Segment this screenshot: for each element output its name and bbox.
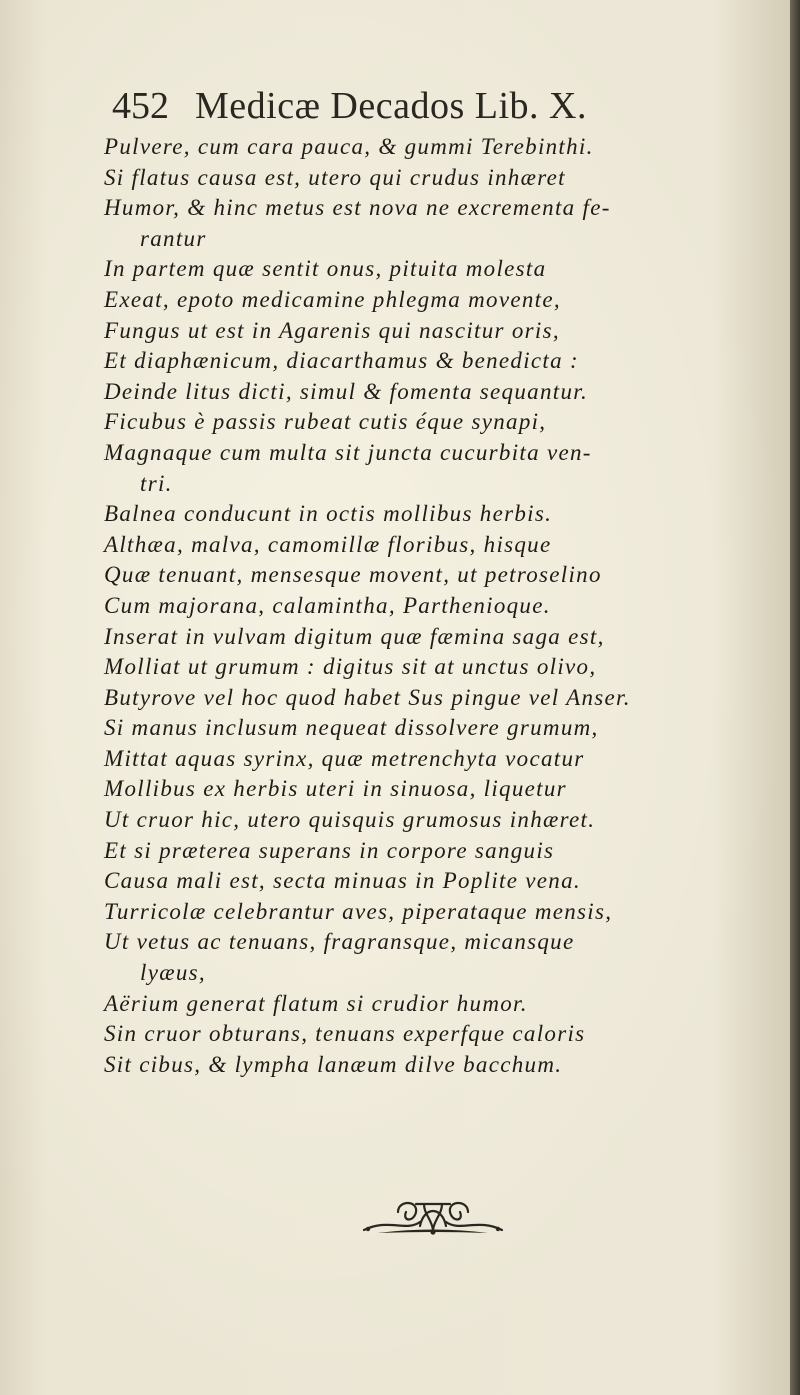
verse-line: Et si præterea superans in corpore sanguis [104,837,555,863]
verse-line: Sin cruor obturans, tenuans experfque caloris [104,1021,586,1047]
running-title: Medicæ Decados Lib. X. [195,85,587,127]
verse-line: Causa mali est, secta minuas in Poplite vena. [104,868,581,894]
book-spine-edge [790,0,800,1395]
verse-line: Turricolæ celebrantur aves, piperataque mensis, [104,898,613,924]
page-header [112,84,712,134]
verse-line: Si flatus causa est, utero qui crudus inhæret [104,164,566,190]
verse-line: Ut cruor hic, utero quisquis grumosus inhæret. [104,807,596,833]
verse-line: Mollibus ex herbis uteri in sinuosa, liquetur [104,776,567,802]
verse-line: Molliat ut grumum : digitus sit at unctus olivo, [104,654,597,680]
verse-line: rantur [140,225,207,251]
verse-line: Cum majorana, calamintha, Parthenioque. [104,592,551,618]
verse-line: Mittat aquas syrinx, quæ metrenchyta vocatur [104,745,585,771]
verse-line: Ficubus è passis rubeat cutis éque synapi, [104,409,547,435]
verse-line: Quæ tenuant, mensesque movent, ut petroselino [104,562,602,588]
verse-line: Sit cibus, & lympha lanæum dilve bacchum. [104,1051,563,1077]
verse-line: Fungus ut est in Agarenis qui nascitur oris, [104,317,560,343]
verse-line: In partem quæ sentit onus, pituita molesta [104,256,547,282]
verse-line: Deinde litus dicti, simul & fomenta sequantur. [104,378,588,404]
calligraphic-flourish-icon [358,1196,508,1236]
verse-line: tri. [140,470,173,496]
verse-line: Balnea conducunt in octis mollibus herbis. [104,501,553,527]
verse-line: Althæa, malva, camomillæ floribus, hisque [104,531,552,557]
verse-line: Aërium generat flatum si crudior humor. [104,990,528,1016]
verse-line: Butyrove vel hoc quod habet Sus pingue vel Anser. [104,684,631,710]
verse-line: Et diaphænicum, diacarthamus & benedicta : [104,348,579,374]
verse-body [104,132,794,1080]
verse-line: Humor, & hinc metus est nova ne excrementa fe- [104,195,611,221]
verse-line: Inserat in vulvam digitum quæ fæmina saga est, [104,623,605,649]
verse-line: Ut vetus ac tenuans, fragransque, micansque [104,929,575,955]
verse-line: Exeat, epoto medicamine phlegma movente, [104,286,561,312]
page-number: 452 [112,85,169,127]
verse-line: Pulvere, cum cara pauca, & gummi Terebinthi. [104,134,594,159]
verse-line: lyæus, [140,960,206,986]
verse-line: Si manus inclusum nequeat dissolvere grumum, [104,715,599,741]
verse-line: Magnaque cum multa sit juncta cucurbita ven- [104,439,592,465]
